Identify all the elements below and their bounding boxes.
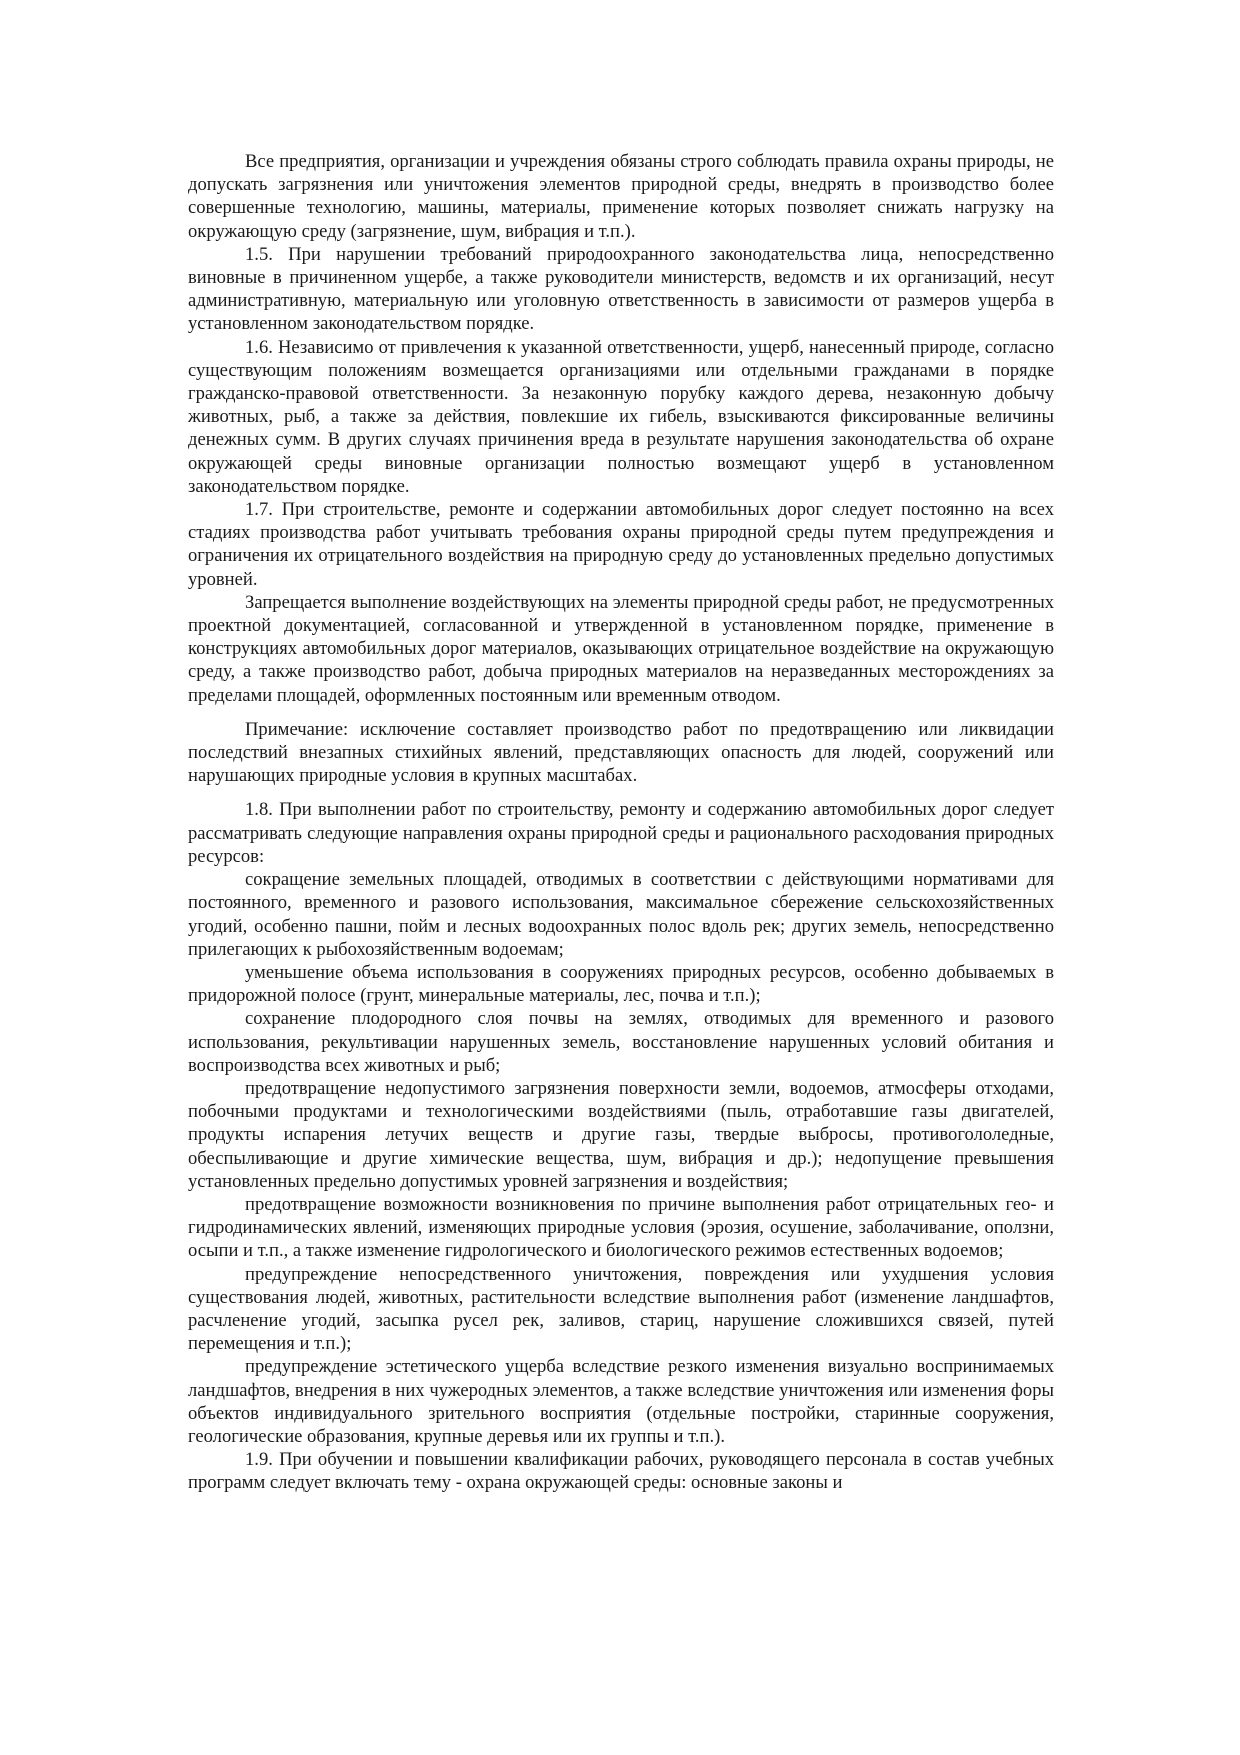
list-item-resource-reduction: уменьшение объема использования в сооружениях природных ресурсов, особенно добываемых в придорожной полосе (грунт, минеральные материалы, лес, почва и т.п.); <box>188 961 1054 1007</box>
list-item-land-reduction: сокращение земельных площадей, отводимых в соответствии с действующими нормативами для постоянного, временного и разового использования, максимальное сбережение сельскохозяйственных угодий, особенно пашни, пойм и лесных водоохранных полос вдоль рек; других земель, непосредственно прилегающих к рыбохозяйственным водоемам; <box>188 869 1054 960</box>
list-item-pollution-prevention: предотвращение недопустимого загрязнения поверхности земли, водоемов, атмосферы отходами, побочными продуктами и технологическими воздействиями (пыль, отработавшие газы двигателей, продукты испарения летучих веществ и другие газы, твердые выбросы, противогололедные, обеспыливающие и другие химические вещества, шум, вибрация и др.); недопущение превышения установленных предельно допустимых уровней загрязнения и воздействия; <box>188 1077 1054 1192</box>
paragraph-1-8: 1.8. При выполнении работ по строительству, ремонту и содержанию автомобильных дорог следует рассматривать следующие направления охраны природной среды и рационального расходования природных ресурсов: <box>188 799 1054 867</box>
list-item-aesthetic-damage-prevention: предупреждение эстетического ущерба вследствие резкого изменения визуально воспринимаемых ландшафтов, внедрения в них чужеродных элементов, а также вследствие уничтожения или изменения форы объектов индивидуального зрительного восприятия (отдельные постройки, старинные сооружения, геологические образования, крупные деревья или их группы и т.п.). <box>188 1356 1054 1447</box>
paragraph-1-6: 1.6. Независимо от привлечения к указанной ответственности, ущерб, нанесенный природе, согласно существующим положениям возмещается организациями или отдельными гражданами в порядке гражданско-правовой ответственности. За незаконную порубку каждого дерева, незаконную добычу животных, рыб, а также за действия, повлекшие их гибель, взыскиваются фиксированные величины денежных сумм. В других случаях причинения вреда в результате нарушения законодательства об охране окружающей среды виновные организации полностью возмещают ущерб в установленном законодательством порядке. <box>188 336 1054 497</box>
document-page <box>188 150 1054 1495</box>
paragraph-enterprises-obligations: Все предприятия, организации и учреждения обязаны строго соблюдать правила охраны природы, не допускать загрязнения или уничтожения элементов природной среды, внедрять в производство более совершенные технологию, машины, материалы, применение которых позволяет снижать нагрузку на окружающую среду (загрязнение, шум, вибрация и т.п.). <box>188 151 1054 242</box>
list-item-soil-preservation: сохранение плодородного слоя почвы на землях, отводимых для временного и разового использования, рекультивации нарушенных земель, восстановление нарушенных условий обитания и воспроизводства всех животных и рыб; <box>188 1008 1054 1076</box>
paragraph-1-7: 1.7. При строительстве, ремонте и содержании автомобильных дорог следует постоянно на всех стадиях производства работ учитывать требования охраны природной среды путем предупреждения и ограничения их отрицательного воздействия на природную среду до установленных предельно допустимых уровней. <box>188 499 1054 590</box>
paragraph-note: Примечание: исключение составляет производство работ по предотвращению или ликвидации последствий внезапных стихийных явлений, представляющих опасность для людей, сооружений или нарушающих природные условия в крупных масштабах. <box>188 718 1054 787</box>
list-item-geo-phenomena-prevention: предотвращение возможности возникновения по причине выполнения работ отрицательных гео- и гидродинамических явлений, изменяющих природные условия (эрозия, осушение, заболачивание, оползни, осыпи и т.п., а также изменение гидрологического и биологического режимов естественных водоемов; <box>188 1193 1054 1262</box>
paragraph-prohibition: Запрещается выполнение воздействующих на элементы природной среды работ, не предусмотренных проектной документацией, согласованной и утвержденной в установленном порядке, применение в конструкциях автомобильных дорог материалов, оказывающих отрицательное воздействие на окружающую среду, а также производство работ, добыча природных материалов на неразведанных месторождениях за пределами площадей, оформленных постоянным или временным отводом. <box>188 591 1054 706</box>
paragraph-1-9: 1.9. При обучении и повышении квалификации рабочих, руководящего персонала в состав учебных программ следует включать тему - охрана окружающей среды: основные законы и <box>188 1449 1054 1494</box>
list-item-destruction-prevention: предупреждение непосредственного уничтожения, повреждения или ухудшения условия существования людей, животных, растительности вследствие выполнения работ (изменение ландшафтов, расчленение угодий, засыпка русел рек, заливов, стариц, нарушение сложившихся связей, путей перемещения и т.п.); <box>188 1263 1054 1355</box>
paragraph-1-5: 1.5. При нарушении требований природоохранного законодательства лица, непосредственно виновные в причиненном ущербе, а также руководители министерств, ведомств и их организаций, несут административную, материальную или уголовную ответственность в зависимости от размеров ущерба в установленном законодательством порядке. <box>188 243 1054 335</box>
